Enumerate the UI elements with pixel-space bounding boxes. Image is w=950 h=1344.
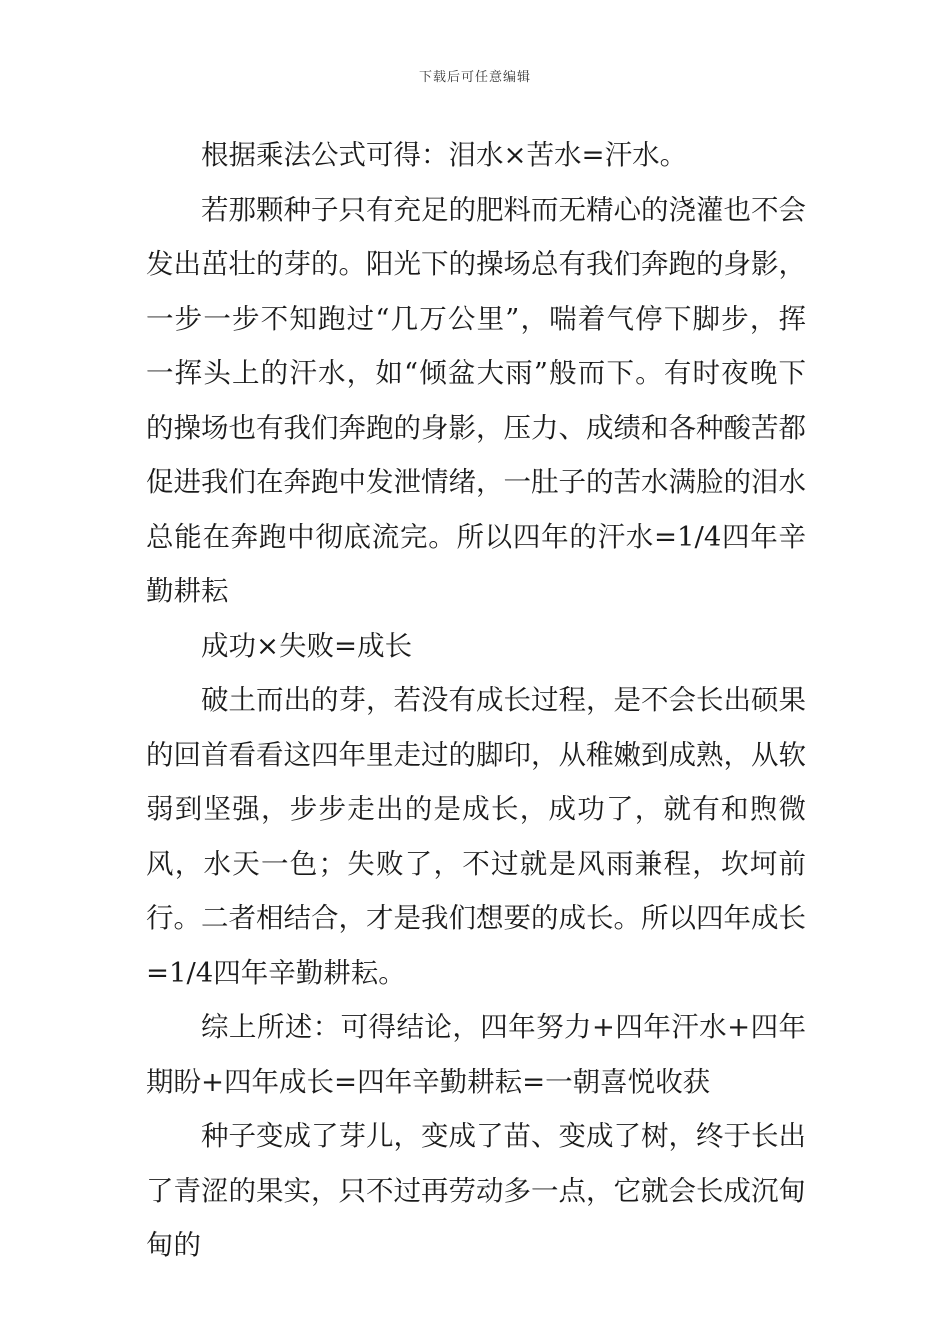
- paragraph-seed: 种子变成了芽儿，变成了苗、变成了树，终于长出了青涩的果实，只不过再劳动多一点，它就会长成沉甸甸的: [146, 1120, 806, 1261]
- paragraph-formula-growth: 成功×失败=成长: [201, 629, 413, 662]
- page-header: 下载后可任意编辑: [418, 70, 531, 85]
- paragraph-sweat: 若那颗种子只有充足的肥料而无精心的浇灌也不会发出茁壮的芽的。阳光下的操场总有我们奔跑的身影，一步一步不知跑过“几万公里”，喘着气停下脚步，挥一挥头上的汗水，如“倾盆大雨”般而下。有时夜晚下的操场也有我们奔跑的身影，压力、成绩和各种酸苦都促进我们在奔跑中发泄情绪，一肚子的苦水满脸的泪水总能在奔跑中彻底流完。所以四年的汗水=1/4四年辛勤耕耘: [146, 193, 806, 607]
- paragraph-growth: 破土而出的芽，若没有成长过程，是不会长出硕果的回首看看这四年里走过的脚印，从稚嫩到成熟，从软弱到坚强，步步走出的是成长，成功了，就有和煦微风，水天一色；失败了，不过就是风雨兼程，坎坷前行。二者相结合，才是我们想要的成长。所以四年成长=1/4四年辛勤耕耘。: [146, 684, 806, 989]
- paragraph-conclusion: 综上所述：可得结论，四年努力+四年汗水+四年期盼+四年成长=四年辛勤耕耘=一朝喜悦收获: [146, 1011, 806, 1098]
- paragraph-formula-sweat: 根据乘法公式可得：泪水×苦水=汗水。: [201, 139, 688, 171]
- document-body: [146, 128, 806, 1273]
